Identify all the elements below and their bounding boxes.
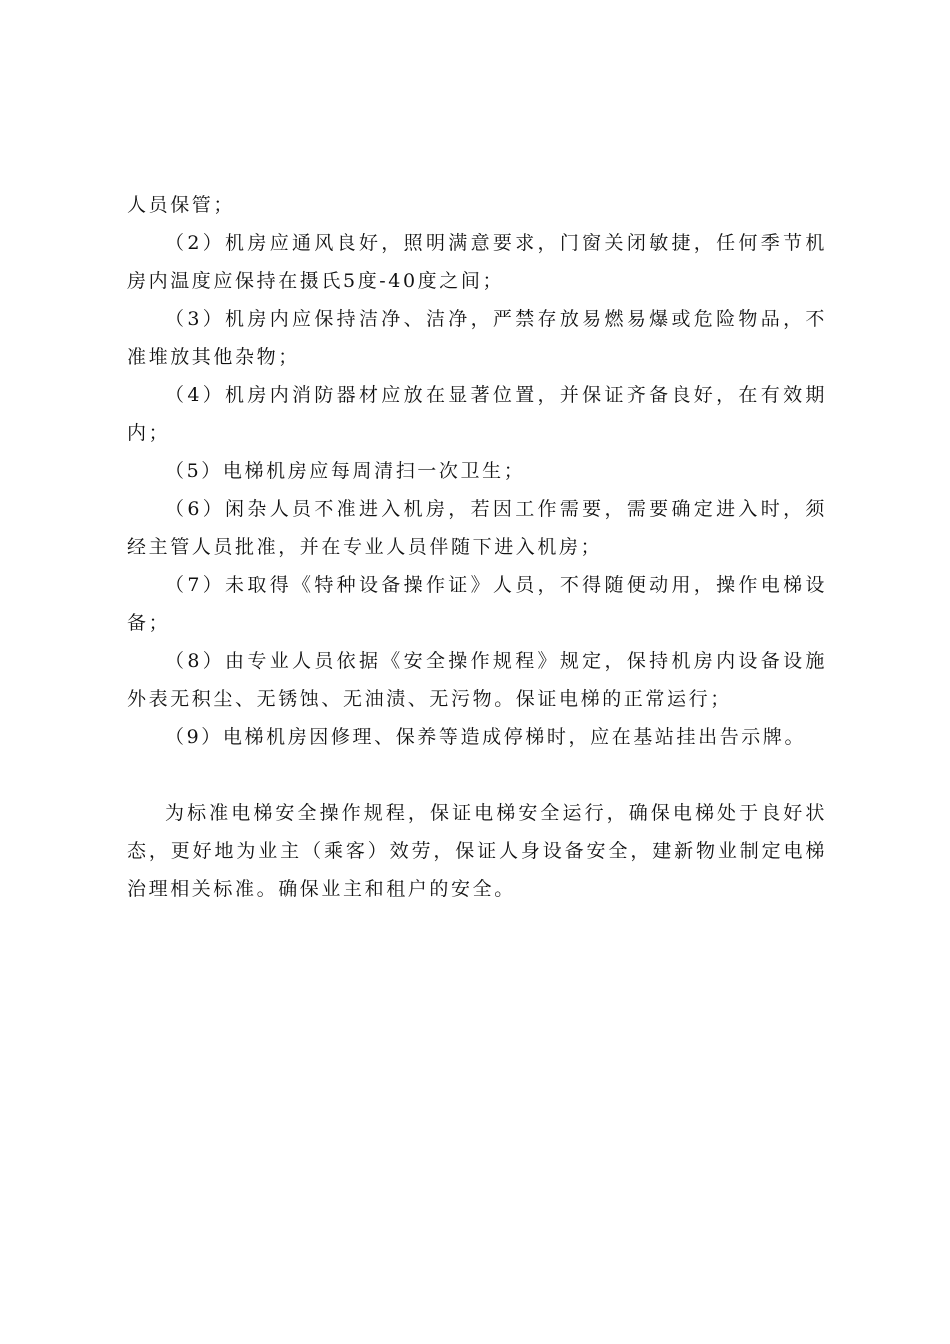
rule-item-4: （4）机房内消防器材应放在显著位置，并保证齐备良好，在有效期内； xyxy=(127,384,827,444)
document-body xyxy=(127,186,827,908)
paragraph-continuation: 人员保管； xyxy=(127,194,236,216)
rule-item-8: （8）由专业人员依据《安全操作规程》规定，保持机房内设备设施外表无积尘、无锈蚀、无油渍、无污物。保证电梯的正常运行； xyxy=(127,650,827,710)
rule-item-9: （9）电梯机房因修理、保养等造成停梯时，应在基站挂出告示牌。 xyxy=(165,726,807,748)
summary-paragraph: 为标准电梯安全操作规程，保证电梯安全运行，确保电梯处于良好状态，更好地为业主（乘客）效劳，保证人身设备安全，建新物业制定电梯治理相关标准。确保业主和租户的安全。 xyxy=(127,802,827,900)
rule-item-6: （6）闲杂人员不准进入机房，若因工作需要，需要确定进入时，须经主管人员批准，并在专业人员伴随下进入机房； xyxy=(127,498,827,558)
rule-item-3: （3）机房内应保持洁净、洁净，严禁存放易燃易爆或危险物品，不准堆放其他杂物； xyxy=(127,308,827,368)
rule-item-7: （7）未取得《特种设备操作证》人员，不得随便动用，操作电梯设备； xyxy=(127,574,827,634)
rule-item-5: （5）电梯机房应每周清扫一次卫生； xyxy=(165,460,526,482)
rule-item-2: （2）机房应通风良好，照明满意要求，门窗关闭敏捷，任何季节机房内温度应保持在摄氏5度-40度之间； xyxy=(127,232,827,292)
